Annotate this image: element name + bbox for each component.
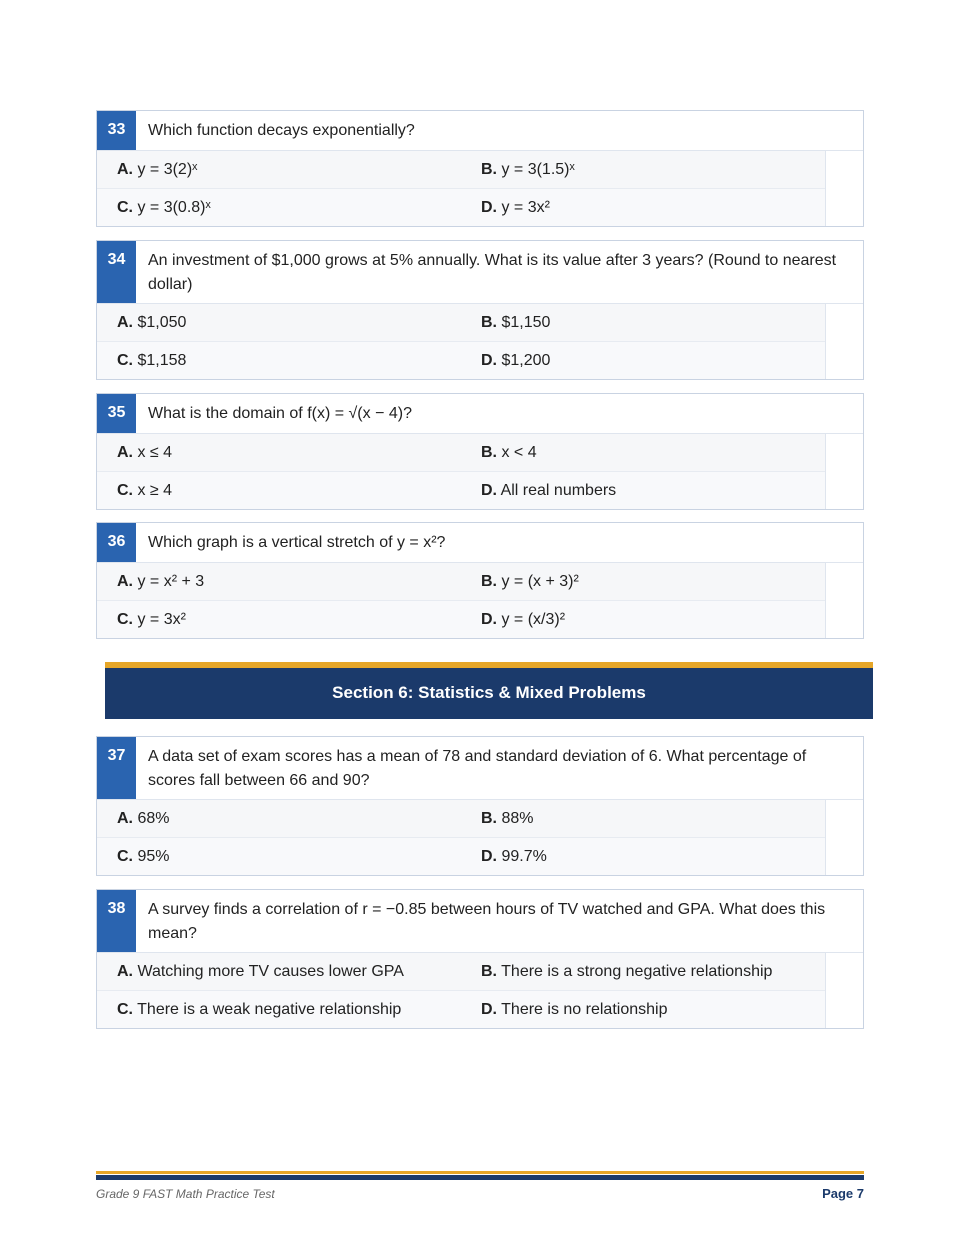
option-letter: B. [481, 314, 497, 331]
option-text: All real numbers [500, 481, 617, 499]
option-letter: C. [117, 198, 133, 216]
option-letter: C. [117, 848, 133, 865]
answer-options [97, 800, 826, 875]
option-text: y = 3(2)ˣ [137, 160, 198, 178]
question-number: 34 [97, 241, 136, 303]
option-letter: D. [481, 198, 497, 216]
option-c[interactable] [97, 342, 461, 379]
option-text: y = 3x² [137, 610, 186, 628]
option-text: Watching more TV causes lower GPA [137, 963, 404, 980]
option-a[interactable] [97, 151, 461, 188]
question-header [97, 394, 863, 434]
option-text: y = 3(0.8)ˣ [137, 198, 211, 216]
option-text: y = (x/3)² [501, 610, 566, 628]
option-text: 95% [137, 848, 170, 865]
option-text: 99.7% [501, 848, 547, 865]
question-37 [96, 736, 864, 876]
question-number: 37 [97, 737, 136, 799]
option-text: There is a strong negative relationship [501, 963, 773, 980]
question-number: 35 [97, 394, 136, 433]
option-text: y = (x + 3)² [501, 572, 579, 590]
option-c[interactable] [97, 991, 461, 1028]
option-text: $1,050 [137, 314, 187, 331]
option-a[interactable] [97, 953, 461, 990]
footer-title: Grade 9 FAST Math Practice Test [96, 1187, 275, 1201]
footer-divider-navy [96, 1175, 864, 1180]
question-number: 36 [97, 523, 136, 562]
option-text: x ≤ 4 [137, 443, 173, 461]
question-text: A data set of exam scores has a mean of 78 and standard deviation of 6. What percentage of scores fall between 66 and 90? [148, 748, 807, 789]
question-text: Which function decays exponentially? [148, 122, 415, 139]
question-36 [96, 522, 864, 639]
option-text: y = 3(1.5)ˣ [501, 160, 575, 178]
answer-options [97, 953, 826, 1028]
question-header [97, 241, 863, 304]
option-a[interactable] [97, 563, 461, 600]
option-d[interactable] [461, 472, 825, 509]
question-number: 33 [97, 111, 136, 150]
option-text: x < 4 [501, 443, 537, 461]
option-b[interactable] [461, 151, 825, 188]
option-text: y = x² + 3 [137, 572, 205, 590]
option-text: 88% [501, 810, 534, 827]
answer-options [97, 304, 826, 379]
option-letter: D. [481, 848, 497, 865]
option-letter: D. [481, 352, 497, 369]
option-letter: D. [481, 1001, 497, 1018]
question-header [97, 737, 863, 800]
option-letter: C. [117, 1001, 133, 1018]
question-header [97, 523, 863, 563]
question-33 [96, 110, 864, 227]
option-b[interactable] [461, 953, 825, 990]
option-letter: C. [117, 481, 133, 499]
option-text: There is a weak negative relationship [137, 1001, 402, 1018]
question-38 [96, 889, 864, 1029]
option-letter: D. [481, 481, 497, 499]
option-text: 68% [137, 810, 170, 827]
option-letter: A. [117, 314, 133, 331]
question-text: An investment of $1,000 grows at 5% annually. What is its value after 3 years? (Round to nearest dollar) [148, 252, 837, 293]
section-header: Section 6: Statistics & Mixed Problems [105, 662, 873, 719]
option-b[interactable] [461, 434, 825, 471]
question-35 [96, 393, 864, 510]
option-a[interactable] [97, 800, 461, 837]
option-d[interactable] [461, 601, 825, 638]
option-text: y = 3x² [501, 198, 550, 216]
option-b[interactable] [461, 800, 825, 837]
option-b[interactable] [461, 563, 825, 600]
option-letter: C. [117, 352, 133, 369]
question-header [97, 890, 863, 953]
question-text: What is the domain of f(x) = √(x − 4)? [148, 405, 412, 422]
option-letter: C. [117, 610, 133, 628]
option-c[interactable] [97, 472, 461, 509]
answer-options [97, 151, 826, 226]
option-letter: A. [117, 443, 133, 461]
option-letter: D. [481, 610, 497, 628]
option-letter: A. [117, 572, 133, 590]
footer-divider-gold [96, 1171, 864, 1174]
page-number: Page 7 [822, 1186, 864, 1201]
option-c[interactable] [97, 838, 461, 875]
option-d[interactable] [461, 189, 825, 226]
answer-options [97, 434, 826, 509]
option-a[interactable] [97, 304, 461, 341]
option-text: x ≥ 4 [137, 481, 173, 499]
option-c[interactable] [97, 189, 461, 226]
option-letter: A. [117, 160, 133, 178]
option-text: There is no relationship [501, 1001, 668, 1018]
option-letter: B. [481, 810, 497, 827]
option-letter: B. [481, 572, 497, 590]
option-letter: A. [117, 810, 133, 827]
option-letter: A. [117, 963, 133, 980]
option-d[interactable] [461, 838, 825, 875]
option-c[interactable] [97, 601, 461, 638]
question-header [97, 111, 863, 151]
option-letter: B. [481, 160, 497, 178]
option-a[interactable] [97, 434, 461, 471]
option-text: $1,150 [501, 314, 551, 331]
option-letter: B. [481, 963, 497, 980]
question-34 [96, 240, 864, 380]
question-text: A survey finds a correlation of r = −0.85 between hours of TV watched and GPA. What does this mean? [148, 901, 826, 942]
option-text: $1,158 [137, 352, 187, 369]
option-text: $1,200 [501, 352, 551, 369]
option-d[interactable] [461, 991, 825, 1028]
question-number: 38 [97, 890, 136, 952]
answer-options [97, 563, 826, 638]
option-b[interactable] [461, 304, 825, 341]
option-d[interactable] [461, 342, 825, 379]
option-letter: B. [481, 443, 497, 461]
question-text: Which graph is a vertical stretch of y = x²? [148, 534, 446, 551]
